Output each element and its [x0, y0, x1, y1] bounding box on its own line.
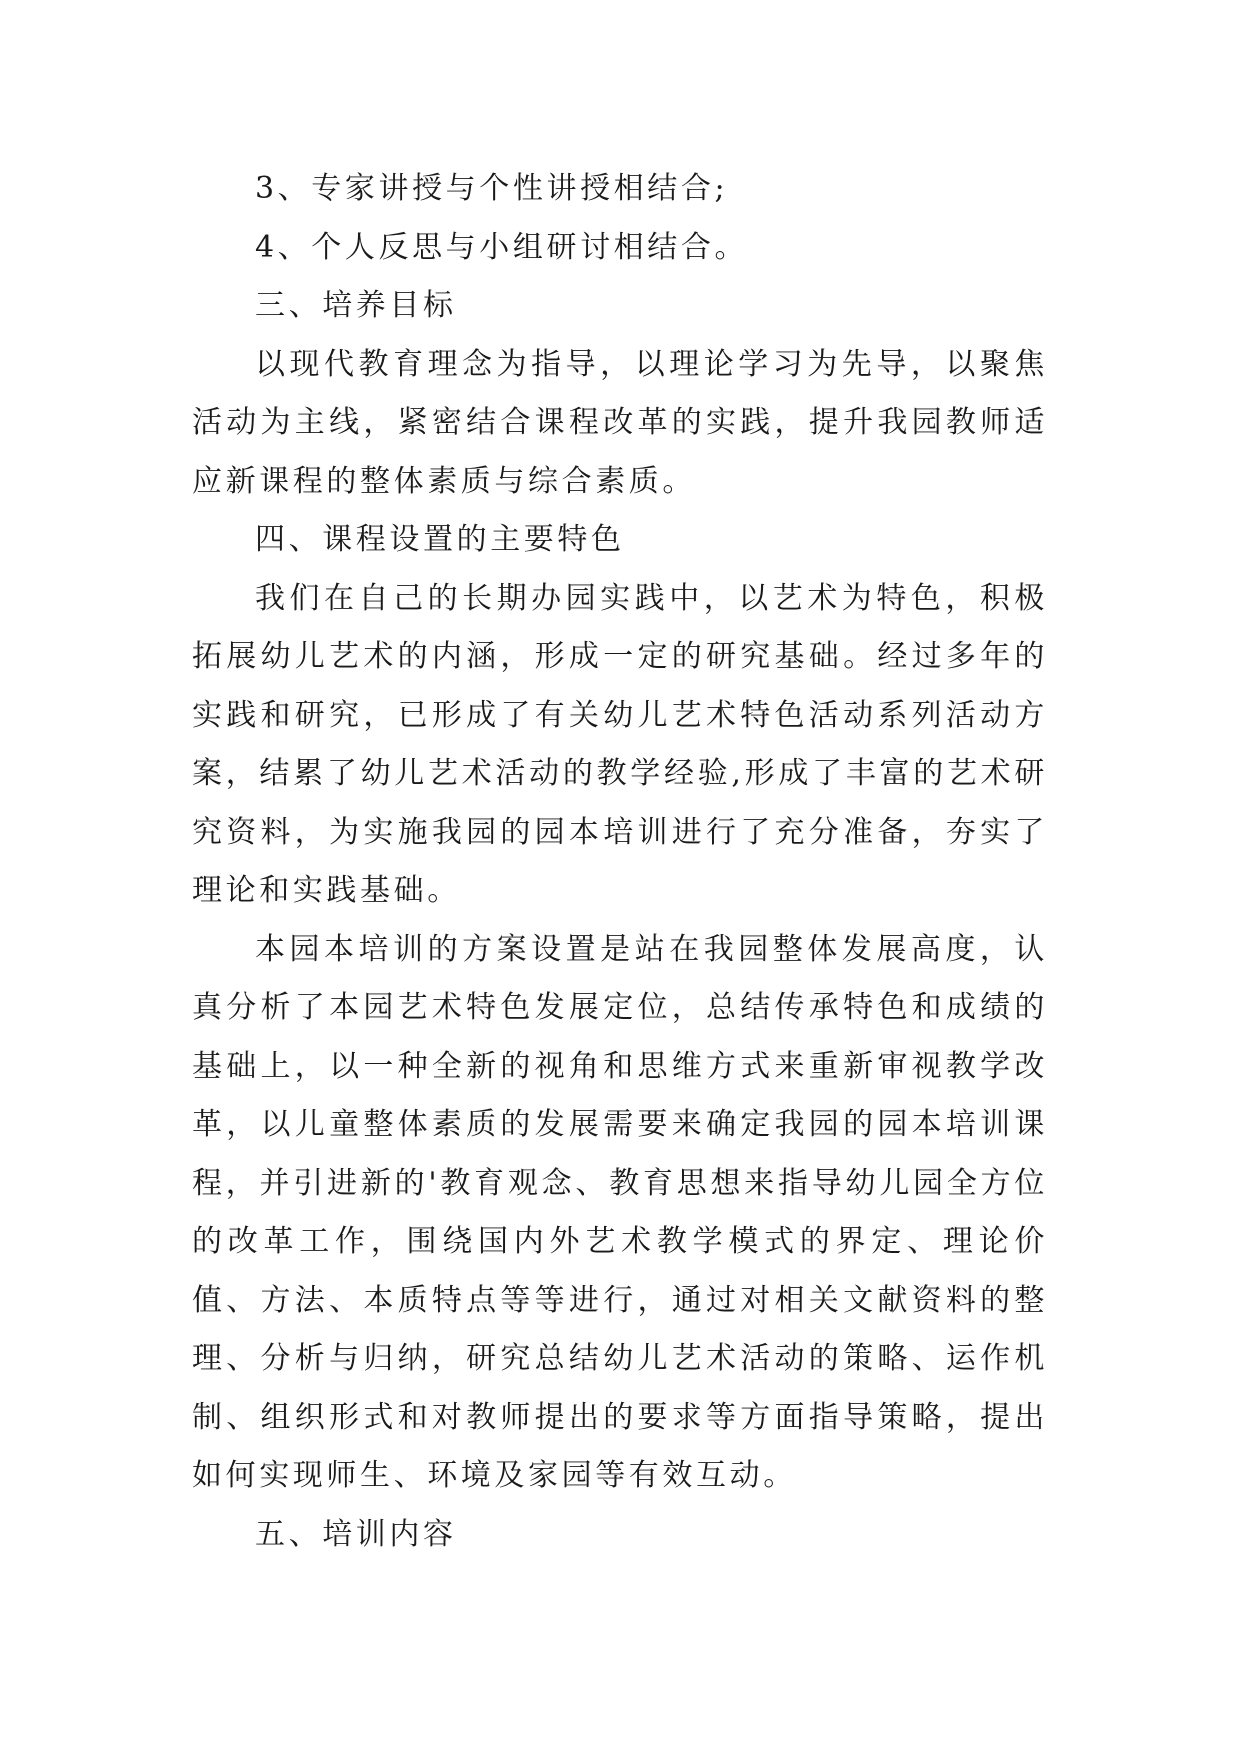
- section-heading-4: 四、课程设置的主要特色: [255, 522, 625, 557]
- section-heading-5: 五、培训内容: [255, 1516, 457, 1552]
- paragraph-plan: 本园本培训的方案设置是站在我园整体发展高度，认真分析了本园艺术特色发展定位，总结传承特色和成绩的基础上，以一种全新的视角和思维方式来重新审视教学改革，以儿童整体素质的发展需要来确定我园的园本培训课程，并引进新的'教育观念、教育思想来指导幼儿园全方位的改革工作，围绕国内外艺术教学模式的界定、理论价值、方法、本质特点等等进行，通过对相关文献资料的整理、分析与归纳，研究总结幼儿艺术活动的策略、运作机制、组织形式和对教师提出的要求等方面指导策略，提出如何实现师生、环境及家园等有效互动。: [192, 931, 1048, 1493]
- list-item-3: 3、专家讲授与个性讲授相结合;: [255, 171, 729, 206]
- paragraph-features: 我们在自己的长期办园实践中，以艺术为特色，积极拓展幼儿艺术的内涵，形成一定的研究基础。经过多年的实践和研究，已形成了有关幼儿艺术特色活动系列活动方案，结累了幼儿艺术活动的教学经验,形成了丰富的艺术研究资料，为实施我园的园本培训进行了充分准备，夯实了理论和实践基础。: [192, 580, 1048, 908]
- section-heading-3: 三、培养目标: [255, 288, 457, 323]
- document-body: [192, 160, 1048, 1564]
- paragraph-goals: 以现代教育理念为指导，以理论学习为先导，以聚焦活动为主线，紧密结合课程改革的实践，提升我园教师适应新课程的整体素质与综合素质。: [192, 346, 1048, 499]
- list-item-4: 4、个人反思与小组研讨相结合。: [255, 229, 749, 265]
